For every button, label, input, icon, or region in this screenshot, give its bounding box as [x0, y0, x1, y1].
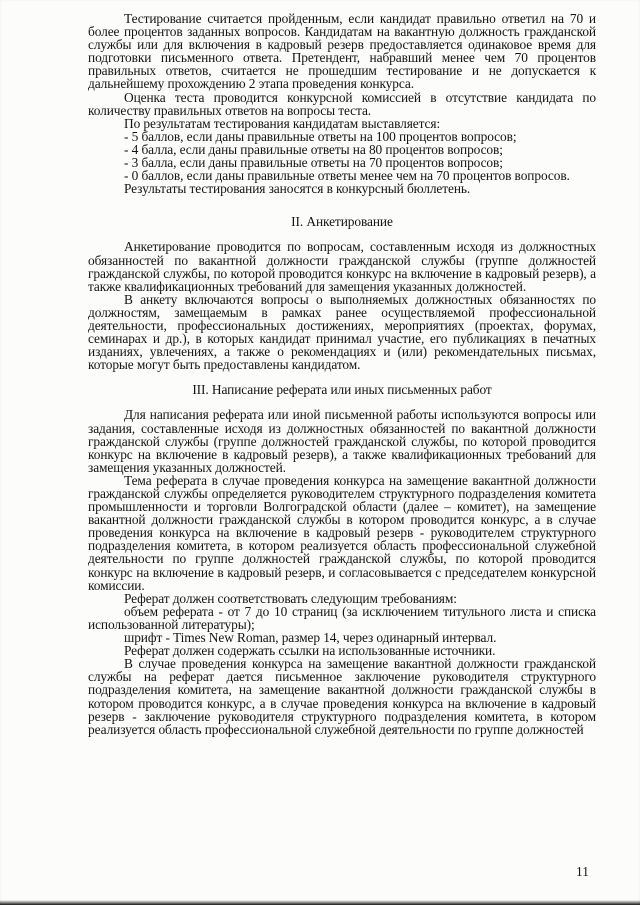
paragraph: Реферат должен соответствовать следующим требованиям: — [124, 590, 457, 606]
paragraph: Результаты тестирования заносятся в конкурсный бюллетень. — [124, 181, 471, 197]
page-number: 11 — [576, 864, 589, 879]
paragraph: По результатам тестирования кандидатам выставляется: — [124, 115, 441, 131]
paragraph: шрифт - Times New Roman, размер 14, через одинарный интервал. — [124, 630, 497, 646]
paragraph: Тема реферата в случае проведения конкурса на замещение вакантной должности гражданской службы определяется руководителем структурного подразделения комитета промышленности и торговли Волгоградской области (далее – комитет), на замещение вакантной должности гражданской службы в котором проводится конкурс, а в случае проведения конкурса на включение в кадровый резерв - руководителем структурного подразделения комитета, в котором реализуется область профессиональной служебной деятельности по группе должностей гражданской службы, по которой проводится конкурс на включение в кадровый резерв, и согласовывается с председателем конкурсной комиссии. — [88, 472, 596, 593]
paragraph: Оценка теста проводится конкурсной комиссией в отсутствие кандидата по количеству правильных ответов на вопросы теста. — [88, 89, 596, 118]
score-item: - 4 балла, если даны правильные ответы на 80 процентов вопросов; — [124, 141, 503, 157]
score-item: - 0 баллов, если даны правильные ответы менее чем на 70 процентов вопросов. — [124, 168, 570, 184]
scan-border — [0, 900, 640, 905]
paragraph: Тестирование считается пройденным, если кандидат правильно ответил на 70 и более процентов заданных вопросов. Кандидатам на вакантную должность гражданской службы или для включения в кадровый резерв предоставляется одинаковое время для подготовки письменного ответа. Претендент, набравший менее чем 70 процентов правильных ответов, считается не прошедшим тестирование и не допускается к дальнейшему прохождению 2 этапа проведения конкурса. — [88, 11, 596, 92]
paragraph: объем реферата - от 7 до 10 страниц (за исключением титульного листа и списка использованной литературы); — [88, 603, 596, 632]
section-heading: III. Написание реферата или иных письменных работ — [192, 382, 492, 398]
paragraph: В анкету включаются вопросы о выполняемых должностных обязанностях по должностям, замещаемым в рамках ранее осуществляемой профессиональной деятельности, профессиональных достижениях, мероприятиях (проектах, форумах, семинарах и др.), в которых кандидат принимал участие, его публикациях в печатных изданиях, увлечениях, а также о рекомендациях и (или) рекомендательных письмах, которые могут быть предоставлены кандидатом. — [88, 291, 596, 373]
paragraph: Реферат должен содержать ссылки на использованные источники. — [124, 643, 496, 659]
document-body — [88, 12, 596, 736]
score-item: - 3 балла, если даны правильные ответы на 70 процентов вопросов; — [124, 155, 503, 171]
paragraph: Для написания реферата или иной письменной работы используются вопросы или задания, составленные исходя из должностных обязанностей по вакантной должности гражданской службы (группе должностей гражданской службы, по которой проводится конкурс на включение в кадровый резерв), а также квалификационных требований для замещения указанных должностей. — [88, 407, 596, 475]
section-heading: II. Анкетирование — [291, 214, 393, 230]
score-item: - 5 баллов, если даны правильные ответы на 100 процентов вопросов; — [124, 128, 517, 144]
paragraph: В случае проведения конкурса на замещение вакантной должности гражданской службы на реферат дается письменное заключение руководителя структурного подразделения комитета, на замещение вакантной должности гражданской службы в котором проводится конкурс, а в случае проведения конкурса на включение в кадровый резерв - заключение руководителя структурного подразделения комитета, в котором реализуется область профессиональной служебной деятельности по группе должностей — [88, 656, 596, 737]
paragraph: Анкетирование проводится по вопросам, составленным исходя из должностных обязанностей по вакантной должности гражданской службы (группе должностей гражданской службы, по которой проводится конкурс на включение в кадровый резерв), а также квалификационных требований для замещения указанных должностей. — [88, 239, 596, 294]
